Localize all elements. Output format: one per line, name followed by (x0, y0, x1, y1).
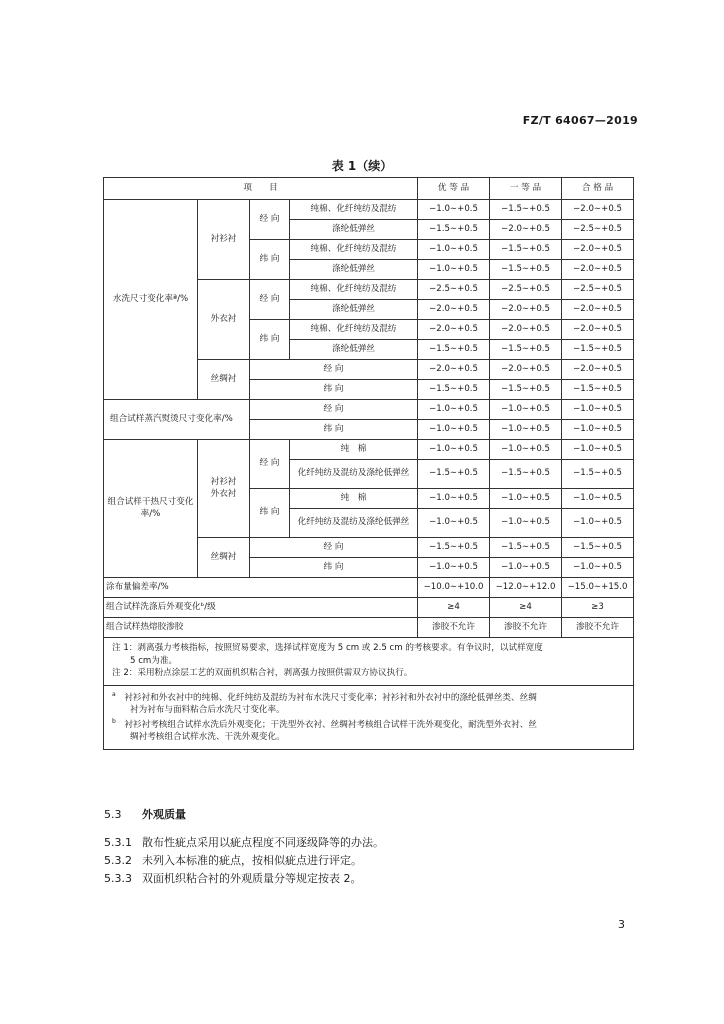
material-cell: 纯 棉 (290, 489, 418, 509)
value-cell: −1.0∼+0.5 (490, 400, 562, 420)
footnote-b-cont: 绸衬考核组合试样水洗、干洗外观变化。 (130, 732, 285, 743)
value-cell: −1.5∼+0.5 (418, 340, 490, 360)
value-cell: −1.5∼+0.5 (490, 460, 562, 489)
value-cell: −1.5∼+0.5 (562, 380, 634, 400)
footnote-a: 衬衫衬和外衣衬中的纯棉、化纤纯纺及混纺为衬布水洗尺寸变化率；衬衫衬和外衣衬中的涤纶低弹丝类、丝绸 (124, 692, 537, 703)
standard-number: FZ/T 64067—2019 (522, 114, 638, 127)
value-cell: −2.0∼+0.5 (418, 320, 490, 340)
value-cell: −1.5∼+0.5 (490, 340, 562, 360)
section-number: 5.3.1 (104, 836, 132, 849)
footnotes-cell (104, 685, 634, 749)
value-cell: −1.5∼+0.5 (418, 538, 490, 558)
value-cell: 渗胶不允许 (490, 618, 562, 638)
section-text: 散布性疵点采用以疵点程度不同逐级降等的办法。 (142, 836, 384, 849)
material-cell: 纯棉、化纤纯纺及混纺 (290, 200, 418, 220)
dir-weft: 纬 向 (250, 558, 418, 578)
value-cell: −15.0∼+15.0 (562, 578, 634, 598)
value-cell: −1.5∼+0.5 (562, 340, 634, 360)
table-row (104, 400, 634, 420)
group-label-dry: 组合试样干热尺寸变化率/% (104, 440, 198, 578)
value-cell: −1.5∼+0.5 (490, 380, 562, 400)
row-label-glue: 组合试样热熔胶渗胶 (104, 618, 418, 638)
sub-label-silk: 丝绸衬 (198, 538, 250, 578)
header-grade-2: 一 等 品 (490, 178, 562, 200)
value-cell: −1.0∼+0.5 (490, 420, 562, 440)
group-label-steam: 组合试样蒸汽熨烫尺寸变化率/% (104, 400, 250, 440)
value-cell: −2.0∼+0.5 (490, 360, 562, 380)
material-cell: 纯 棉 (290, 440, 418, 460)
dir-warp: 经 向 (250, 538, 418, 558)
section-5-3-1 (104, 834, 384, 850)
table-row (104, 200, 634, 220)
material-cell: 涤纶低弹丝 (290, 300, 418, 320)
value-cell: −1.0∼+0.5 (418, 200, 490, 220)
value-cell: −2.0∼+0.5 (490, 320, 562, 340)
section-text: 未列入本标准的疵点，按相似疵点进行评定。 (142, 854, 362, 867)
sub-label-shirt: 衬衫衬 (198, 200, 250, 280)
value-cell: −10.0∼+10.0 (418, 578, 490, 598)
value-cell: −2.5∼+0.5 (418, 280, 490, 300)
value-cell: −2.0∼+0.5 (562, 200, 634, 220)
footnotes-row (104, 685, 634, 749)
footnote-b-mark: b (112, 717, 116, 725)
row-label-appearance: 组合试样洗涤后外观变化ᵇ/级 (104, 598, 418, 618)
value-cell: −2.0∼+0.5 (418, 360, 490, 380)
table-row (104, 440, 634, 460)
section-5-3-2 (104, 852, 362, 868)
dir-weft: 纬 向 (250, 320, 290, 360)
value-cell: −1.0∼+0.5 (562, 400, 634, 420)
value-cell: −1.0∼+0.5 (418, 440, 490, 460)
value-cell: −1.5∼+0.5 (490, 240, 562, 260)
material-cell: 化纤纯纺及混纺及涤纶低弹丝 (290, 509, 418, 538)
note-2: 注 2：采用粉点涂层工艺的双面机织粘合衬，剥离强力按照供需双方协议执行。 (112, 668, 413, 679)
value-cell: −1.5∼+0.5 (562, 538, 634, 558)
value-cell: −1.0∼+0.5 (562, 420, 634, 440)
requirements-table (103, 177, 634, 750)
dir-warp: 经 向 (250, 440, 290, 489)
value-cell: −1.0∼+0.5 (418, 400, 490, 420)
material-cell: 涤纶低弹丝 (290, 340, 418, 360)
row-label-coating: 涂布量偏差率/% (104, 578, 418, 598)
value-cell: −2.0∼+0.5 (562, 240, 634, 260)
dir-warp: 经 向 (250, 200, 290, 240)
section-5-3 (104, 806, 186, 822)
value-cell: −2.0∼+0.5 (490, 300, 562, 320)
value-cell: −1.0∼+0.5 (418, 260, 490, 280)
dir-weft: 纬 向 (250, 240, 290, 280)
section-number: 5.3 (104, 808, 122, 821)
header-grade-1: 优 等 品 (418, 178, 490, 200)
value-cell: −1.5∼+0.5 (418, 220, 490, 240)
value-cell: −1.0∼+0.5 (418, 420, 490, 440)
value-cell: −1.0∼+0.5 (490, 440, 562, 460)
value-cell: −2.0∼+0.5 (418, 300, 490, 320)
value-cell: −1.0∼+0.5 (562, 509, 634, 538)
section-number: 5.3.3 (104, 872, 132, 885)
sub-label-silk: 丝绸衬 (198, 360, 250, 400)
footnote-a-mark: a (112, 690, 116, 698)
sub-label-jacket: 外衣衬 (198, 280, 250, 360)
table-row (104, 618, 634, 638)
value-cell: −1.0∼+0.5 (418, 558, 490, 578)
section-text: 双面机织粘合衬的外观质量分等规定按表 2。 (142, 872, 362, 885)
header-grade-3: 合 格 品 (562, 178, 634, 200)
value-cell: −1.5∼+0.5 (490, 200, 562, 220)
value-cell: −1.0∼+0.5 (418, 489, 490, 509)
table-row (104, 598, 634, 618)
value-cell: −1.0∼+0.5 (490, 558, 562, 578)
material-cell: 纯棉、化纤纯纺及混纺 (290, 280, 418, 300)
section-number: 5.3.2 (104, 854, 132, 867)
material-cell: 化纤纯纺及混纺及涤纶低弹丝 (290, 460, 418, 489)
section-5-3-3 (104, 870, 362, 886)
table-header-row (104, 178, 634, 200)
value-cell: −1.0∼+0.5 (562, 558, 634, 578)
value-cell: −12.0∼+12.0 (490, 578, 562, 598)
dir-weft: 纬 向 (250, 420, 418, 440)
table-row (104, 578, 634, 598)
value-cell: −1.0∼+0.5 (562, 489, 634, 509)
value-cell: −2.0∼+0.5 (490, 220, 562, 240)
value-cell: −1.0∼+0.5 (418, 240, 490, 260)
value-cell: −1.0∼+0.5 (490, 509, 562, 538)
section-heading: 外观质量 (142, 808, 186, 821)
header-item: 项 目 (104, 178, 418, 200)
value-cell: −2.0∼+0.5 (562, 360, 634, 380)
note-1-cont: 5 cm为准。 (130, 655, 178, 666)
value-cell: −2.5∼+0.5 (562, 280, 634, 300)
material-cell: 纯棉、化纤纯纺及混纺 (290, 320, 418, 340)
value-cell: ≥3 (562, 598, 634, 618)
value-cell: −2.0∼+0.5 (562, 320, 634, 340)
page-number: 3 (618, 918, 625, 931)
material-cell: 纯棉、化纤纯纺及混纺 (290, 240, 418, 260)
value-cell: ≥4 (418, 598, 490, 618)
dir-warp: 经 向 (250, 400, 418, 420)
value-cell: −1.0∼+0.5 (490, 489, 562, 509)
footnote-a-cont: 衬为衬布与面料粘合后水洗尺寸变化率。 (130, 705, 285, 716)
value-cell: 渗胶不允许 (418, 618, 490, 638)
value-cell: −1.5∼+0.5 (490, 538, 562, 558)
value-cell: −2.0∼+0.5 (562, 300, 634, 320)
dir-warp: 经 向 (250, 360, 418, 380)
table-title: 表 1（续） (331, 159, 393, 173)
value-cell: 渗胶不允许 (562, 618, 634, 638)
value-cell: −1.5∼+0.5 (418, 380, 490, 400)
dir-weft: 纬 向 (250, 489, 290, 538)
value-cell: −1.5∼+0.5 (418, 460, 490, 489)
notes-cell (104, 638, 634, 686)
value-cell: −2.5∼+0.5 (490, 280, 562, 300)
value-cell: −1.5∼+0.5 (562, 460, 634, 489)
material-cell: 涤纶低弹丝 (290, 260, 418, 280)
dir-weft: 纬 向 (250, 380, 418, 400)
value-cell: −1.0∼+0.5 (418, 509, 490, 538)
dir-warp: 经 向 (250, 280, 290, 320)
sub-label-shirt-jacket: 衬衫衬 外衣衬 (198, 440, 250, 538)
group-label-wash: 水洗尺寸变化率ª/% (104, 200, 198, 400)
note-1: 注 1：剥离强力考核指标，按照贸易要求，选择试样宽度为 5 cm 或 2.5 cm 的考核要求。有争议时，以试样宽度 (112, 643, 543, 653)
value-cell: −2.0∼+0.5 (562, 260, 634, 280)
value-cell: −1.5∼+0.5 (490, 260, 562, 280)
material-cell: 涤纶低弹丝 (290, 220, 418, 240)
notes-row (104, 638, 634, 686)
value-cell: −1.0∼+0.5 (562, 440, 634, 460)
footnote-b: 衬衫衬考核组合试样水洗后外观变化；干洗型外衣衬、丝绸衬考核组合试样干洗外观变化，耐洗型外衣衬、丝 (124, 719, 537, 730)
value-cell: ≥4 (490, 598, 562, 618)
value-cell: −2.5∼+0.5 (562, 220, 634, 240)
